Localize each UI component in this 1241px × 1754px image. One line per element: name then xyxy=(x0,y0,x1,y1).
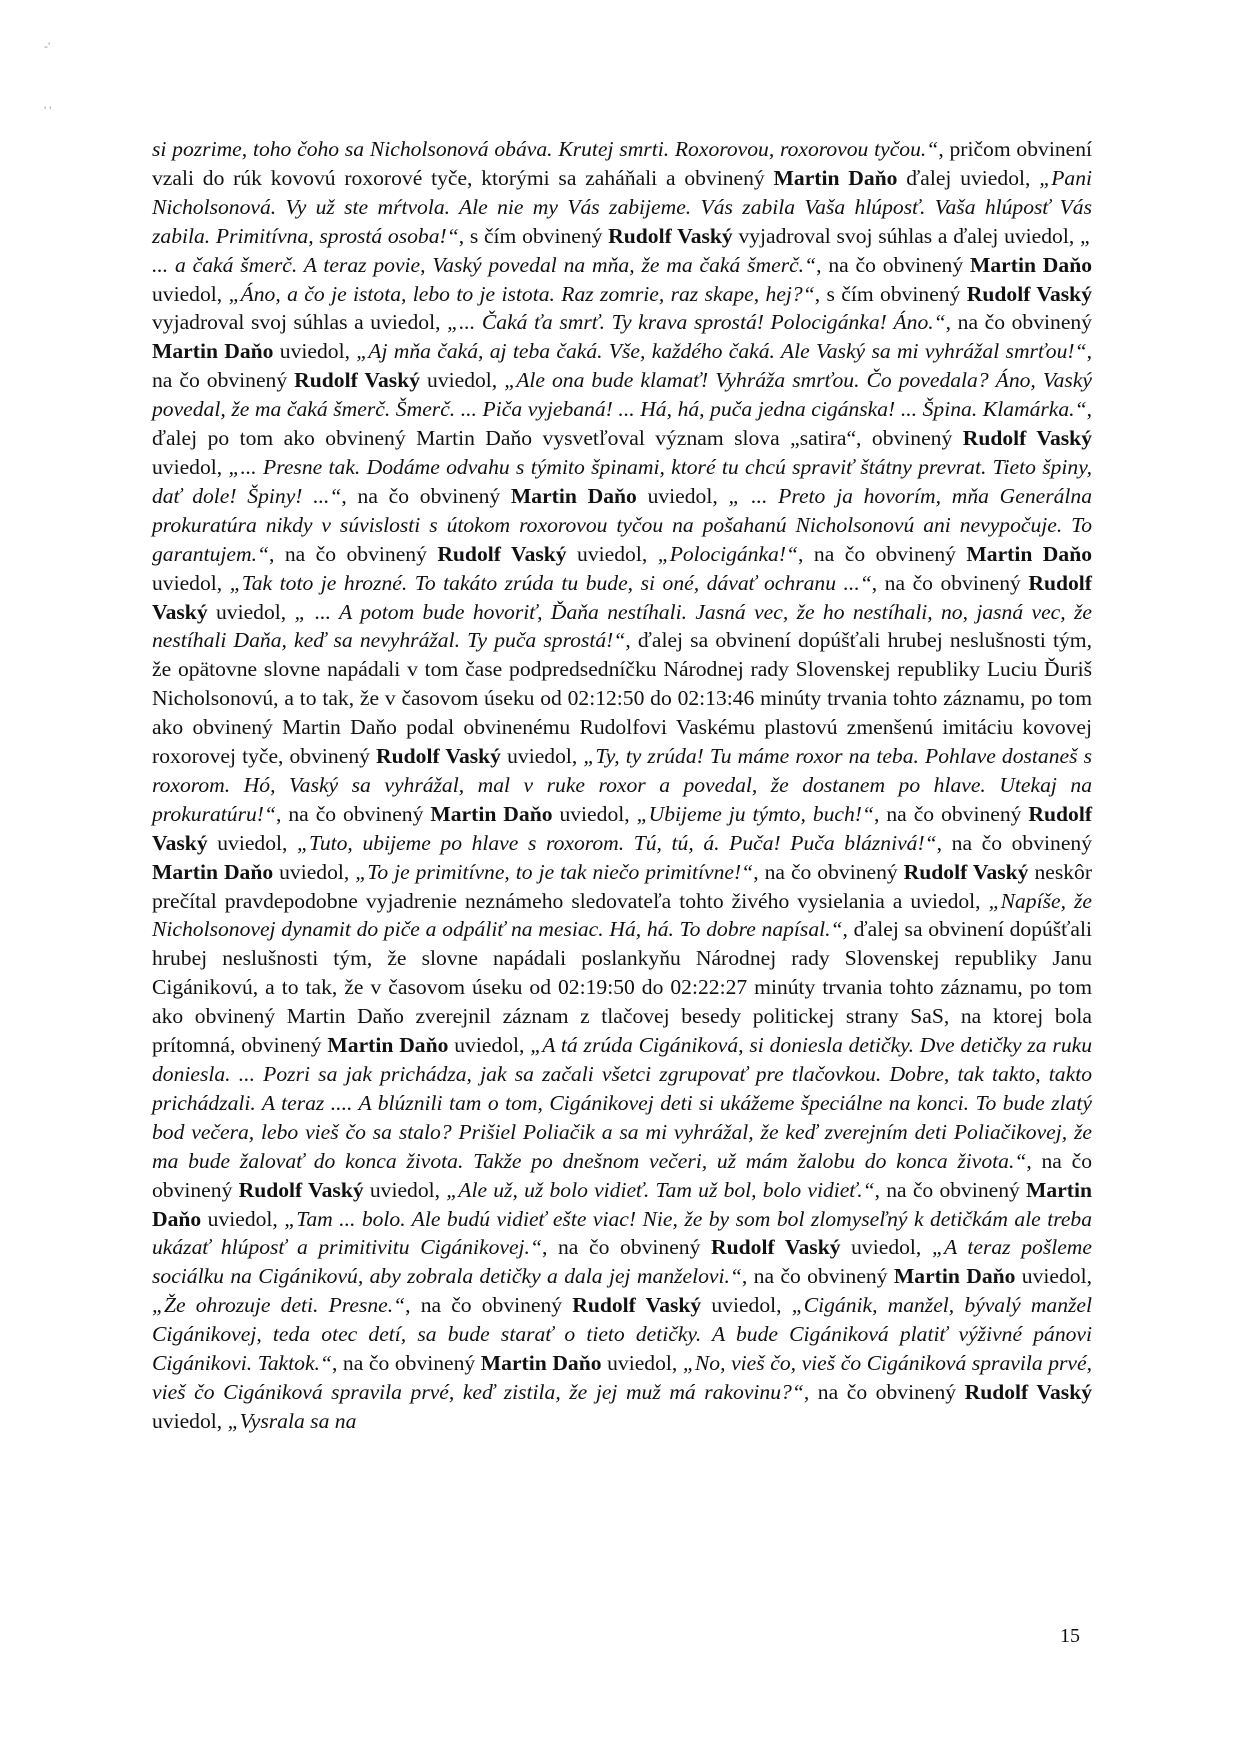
defendant-name: Rudolf Vaský xyxy=(964,1379,1092,1404)
defendant-name: Rudolf Vaský xyxy=(962,426,1092,451)
defendant-name: Martin Daňo xyxy=(970,252,1093,277)
page-number: 15 xyxy=(1060,1625,1080,1647)
narrative-text: uviedol, xyxy=(207,599,295,624)
narrative-text: , na čo obvinený xyxy=(541,1235,712,1260)
scan-artifact-mark: ' ' xyxy=(44,103,52,117)
narrative-text: , na čo obvinený xyxy=(405,1293,573,1318)
narrative-text: ďalej uviedol, xyxy=(897,165,1040,190)
narrative-text: , na čo obvinený xyxy=(275,801,431,826)
quoted-speech: „A tá zrúda Cigániková, si doniesla detičky. Dve detičky za ruku doniesla. ... Pozri sa jak prichádza, jak sa začali všetci zgrupovať pre tlačovkou. Dobre, tak takto, takto prichádzali. A teraz .... A blúznili tam o tom, Cigánikovej deti si ukážeme špeciálne na konci. To bude zlatý bod večera, lebo vieš čo sa stalo? Prišiel Poliačik a sa mi vyhrážal, že keď zverejním deti Poliačikovej, že ma bude žalovať do konca života. Takže po dnešnom večeri, už mám žalobu do konca života.“ xyxy=(152,1033,1092,1173)
narrative-text: uviedol, xyxy=(566,541,658,566)
quoted-speech: „Aj mňa čaká, aj teba čaká. Vše, každého čaká. Ale Vaský sa mi vyhrážal smrťou!“ xyxy=(356,339,1087,364)
quoted-speech: „Napíše, že Nicholsonovej dynamit do piče a odpáliť na mesiac. Há, há. To dobre napísal.“ xyxy=(152,888,1092,942)
quoted-speech: „Ty, ty zrúda! Tu máme roxor na teba. Pohlave dostaneš s roxorom. Hó, Vaský sa vyhrážal, mal v ruke roxor a povedal, že dostanem po hlave. Utekaj na prokuratúru!“ xyxy=(152,744,1092,826)
quoted-speech: „ ... a čaká šmerč. A teraz povie, Vaský povedal na mňa, že ma čaká šmerč.“ xyxy=(152,223,1092,277)
narrative-text: uviedol, xyxy=(636,483,729,508)
narrative-text: uviedol, xyxy=(273,339,357,364)
narrative-text: uviedol, xyxy=(152,454,229,479)
quoted-speech: „Áno, a čo je istota, lebo to je istota. Raz zomrie, raz skape, hej?“ xyxy=(228,281,815,306)
narrative-text: , na čo obvinený xyxy=(936,830,1092,855)
narrative-text: , pričom obvinení vzali do rúk kovovú roxorové tyče, ktorými sa zaháňali a obvinený xyxy=(152,137,1093,190)
narrative-text: uviedol, xyxy=(152,1408,228,1433)
narrative-text: , ďalej sa obvinení dopúšťali hrubej neslušnosti tým, že slovne napádali poslankyňu Národnej rady Slovenskej republiky Janu Cigánikovú, a to tak, že v časovom úseku od 02:19:50 do 02:22:27 minúty trvania tohto záznamu, po tom ako obvinený Martin Daňo zverejnil záznam z tlačovej besedy politickej strany SaS, na ktorej bola prítomná, obvinený xyxy=(152,917,1092,1058)
defendant-name: Rudolf Vaský xyxy=(437,541,567,566)
narrative-text: uviedol, xyxy=(552,801,637,826)
quoted-speech: „Polocigánka!“ xyxy=(657,541,799,566)
narrative-text: , na čo obvinený xyxy=(741,1264,894,1289)
defendant-name: Rudolf Vaský xyxy=(376,744,501,769)
defendant-name: Rudolf Vaský xyxy=(966,281,1092,306)
narrative-text: uviedol, xyxy=(1015,1264,1092,1289)
narrative-text: uviedol, xyxy=(152,281,229,306)
defendant-name: Martin Daňo xyxy=(966,541,1093,566)
narrative-text: uviedol, xyxy=(152,570,230,595)
scan-artifact-mark: -' xyxy=(44,39,51,53)
narrative-text: uviedol, xyxy=(363,1177,447,1202)
defendant-name: Martin Daňo xyxy=(510,483,637,508)
defendant-name: Martin Daňo xyxy=(152,859,274,884)
narrative-text: uviedol, xyxy=(601,1351,683,1376)
quoted-speech: „Vysrala sa na xyxy=(227,1408,357,1433)
narrative-text: , na čo obvinený xyxy=(816,252,970,277)
narrative-text: , na čo obvinený xyxy=(803,1379,965,1404)
narrative-text: , na čo obvinený xyxy=(753,859,904,884)
narrative-text: uviedol, xyxy=(420,368,505,393)
quoted-speech: „Tak toto je hrozné. To takáto zrúda tu bude, si oné, dávať ochranu ...“ xyxy=(229,570,872,595)
defendant-name: Martin Daňo xyxy=(430,801,553,826)
narrative-text: , na čo obvinený xyxy=(945,310,1092,335)
narrative-text: neskôr prečítal pravdepodobne vyjadrenie neznámeho sledovateľa tohto živého vysielania a uviedol, xyxy=(152,859,1093,913)
quoted-speech: „... Presne tak. Dodáme odvahu s týmito špinami, ktoré tu chcú spraviť štátny prevrat. Tieto špiny, dať dole! Špiny! ...“ xyxy=(152,454,1092,508)
narrative-text: uviedol, xyxy=(201,1206,285,1231)
narrative-text: , na čo obvinený xyxy=(152,339,1092,393)
narrative-text: uviedol, xyxy=(273,859,356,884)
defendant-name: Martin Daňo xyxy=(327,1033,449,1058)
defendant-name: Rudolf Vaský xyxy=(572,1293,702,1318)
quoted-speech: „Tam ... bolo. Ale budú vidieť ešte viac! Nie, že by som bol zlomyseľný k detičkám ale treba ukázať hlúposť a primitivitu Cigánikovej.“ xyxy=(152,1206,1093,1260)
defendant-name: Rudolf Vaský xyxy=(152,801,1093,855)
narrative-text: , ďalej sa obvinení dopúšťali hrubej neslušnosti tým, že opätovne slovne napádali v tom čase podpredsedníčku Národnej rady Slovenskej republiky Luciu Ďuriš Nicholsonovú, a to tak, že v časovom úseku od 02:12:50 do 02:13:46 minúty trvania tohto záznamu, po tom ako obvinený Martin Daňo podal obvinenému Rudolfovi Vaskému plastovú zmenšenú imitáciu kovovej roxorovej tyče, obvinený xyxy=(152,628,1092,769)
narrative-text: , na čo obvinený xyxy=(331,1351,481,1376)
quoted-speech: „Cigánik, manžel, bývalý manžel Cigánikovej, teda otec detí, sa bude starať o tieto detičky. A bude Cigániková platiť výživné pánovi Cigánikovi. Taktok.“ xyxy=(152,1293,1092,1376)
quoted-speech: „Tuto, ubijeme po hlave s roxorom. Tú, tú, á. Puča! Puča bláznivá!“ xyxy=(297,830,937,855)
quoted-speech: „... Čaká ťa smrť. Ty krava sprostá! Polocigánka! Áno.“ xyxy=(447,310,946,335)
quoted-speech: „ ... A potom bude hovoriť, Ďaňa nestíhali. Jasná vec, že ho nestíhali, no, jasná vec, že nestíhali Daňa, keď sa nevyhrážal. Ty puča sprostá!“ xyxy=(152,599,1092,653)
defendant-name: Rudolf Vaský xyxy=(152,570,1092,624)
narrative-text: , na čo obvinený xyxy=(871,570,1029,595)
defendant-name: Rudolf Vaský xyxy=(294,368,421,393)
quoted-speech: „Ale už, už bolo vidieť. Tam už bol, bolo vidieť.“ xyxy=(446,1177,875,1202)
quoted-speech: „Pani Nicholsonová. Vy už ste mŕtvola. Ale nie my Vás zabijeme. Vás zabila Vaša hlúposť. Vaša hlúposť Vás zabila. Primitívna, sprostá osoba!“ xyxy=(152,165,1092,248)
defendant-name: Martin Daňo xyxy=(480,1351,602,1376)
narrative-text: vyjadroval svoj súhlas a uviedol, xyxy=(152,310,448,335)
defendant-name: Rudolf Vaský xyxy=(711,1235,841,1260)
narrative-text: uviedol, xyxy=(840,1235,932,1260)
quoted-speech: „A teraz pošleme sociálku na Cigánikovú, aby zobrala detičky a dala jej manželovi.“ xyxy=(152,1235,1092,1289)
defendant-name: Martin Daňo xyxy=(893,1264,1016,1289)
defendant-name: Rudolf Vaský xyxy=(608,223,733,248)
narrative-text: , s čím obvinený xyxy=(458,223,609,248)
defendant-name: Martin Daňo xyxy=(152,1177,1092,1231)
quoted-speech: „Ubijeme ju týmto, buch!“ xyxy=(636,801,875,826)
quoted-speech: „Že ohrozuje deti. Presne.“ xyxy=(152,1293,406,1318)
narrative-text: uviedol, xyxy=(500,744,584,769)
narrative-text: uviedol, xyxy=(207,830,298,855)
defendant-name: Martin Daňo xyxy=(152,339,274,364)
body-text xyxy=(152,135,1092,1436)
quoted-speech: „ ... Preto ja hovorím, mňa Generálna prokuratúra nikdy v súvislosti s útokom roxorovou tyčou na pošahanú Nicholsonovú ani nevypočuje. To garantujem.“ xyxy=(152,483,1093,566)
body-paragraph xyxy=(152,135,1092,1436)
quoted-speech: si pozrime, toho čoho sa Nicholsonová obáva. Krutej smrti. Roxorovou, roxorovou tyčou.“ xyxy=(152,137,939,161)
defendant-name: Rudolf Vaský xyxy=(238,1177,364,1202)
narrative-text: uviedol, xyxy=(448,1033,531,1058)
narrative-text: , s čím obvinený xyxy=(814,281,967,306)
narrative-text: uviedol, xyxy=(701,1293,792,1318)
narrative-text: , ďalej po tom ako obvinený Martin Daňo vysvetľoval význam slova „satira“, obvinený xyxy=(152,397,1092,451)
narrative-text: , na čo obvinený xyxy=(874,1177,1027,1202)
quoted-speech: „No, vieš čo, vieš čo Cigániková spravila prvé, vieš čo Cigániková spravila prvé, keď zistila, že jej muž má rakovinu?“ xyxy=(152,1351,1092,1404)
narrative-text: vyjadroval svoj súhlas a ďalej uviedol, xyxy=(732,223,1080,248)
quoted-speech: „To je primitívne, to je tak niečo primitívne!“ xyxy=(355,859,754,884)
quoted-speech: „Ale ona bude klamať! Vyhráža smrťou. Čo povedala? Áno, Vaský povedal, že ma čaká šmerč. Šmerč. ... Piča vyjebaná! ... Há, há, puča jedna cigánska! ... Špina. Klamárka.“ xyxy=(152,368,1093,422)
narrative-text: , na čo obvinený xyxy=(874,801,1029,826)
narrative-text: , na čo obvinený xyxy=(152,1148,1092,1202)
narrative-text: , na čo obvinený xyxy=(341,483,511,508)
narrative-text: , na čo obvinený xyxy=(268,541,438,566)
narrative-text: , na čo obvinený xyxy=(798,541,967,566)
defendant-name: Rudolf Vaský xyxy=(903,859,1029,884)
defendant-name: Martin Daňo xyxy=(773,165,898,190)
